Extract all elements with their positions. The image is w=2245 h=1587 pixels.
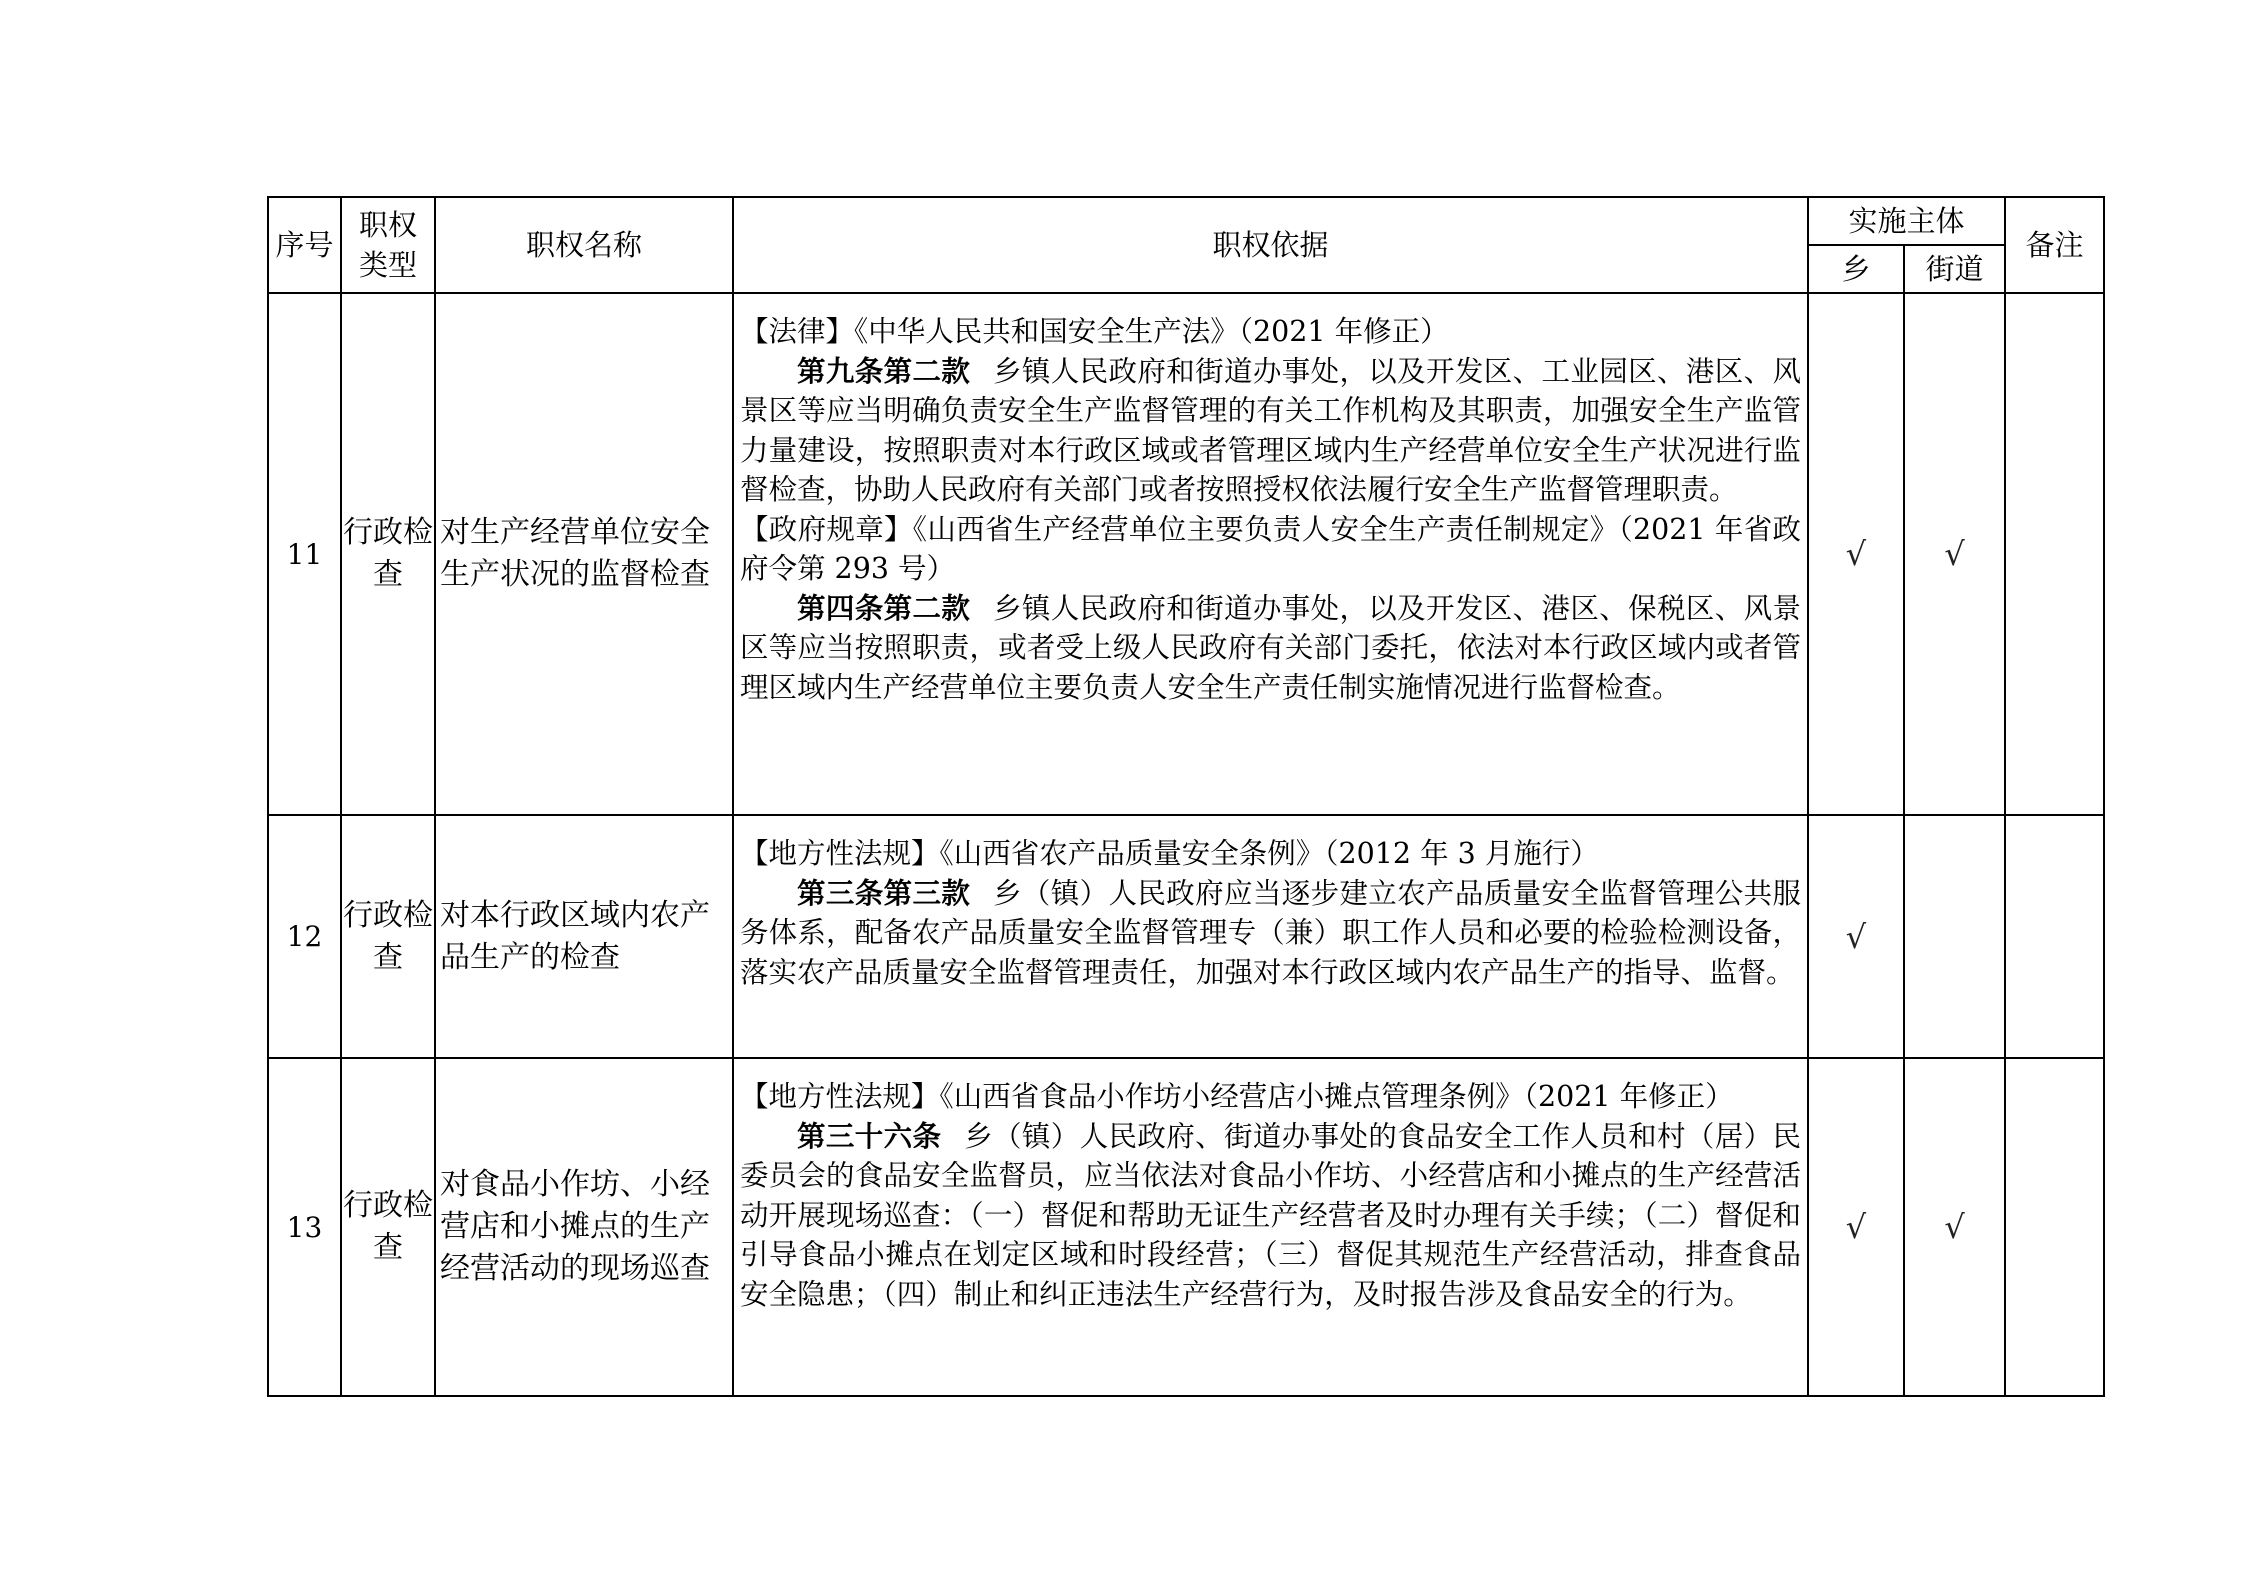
basis-paragraph [740,589,1801,708]
authority-basis [733,1058,1808,1396]
basis-source: 【地方性法规】《山西省农产品质量安全条例》（2012 年 3 月施行） [740,837,1599,870]
township-check: √ [1808,1058,1904,1396]
township-check: √ [1808,293,1904,815]
authority-table [267,196,2105,1397]
header-seq: 序号 [268,197,341,293]
street-check: √ [1904,1058,2005,1396]
table-row [268,815,2104,1058]
authority-type: 行政检查 [341,1058,435,1396]
authority-name: 对本行政区域内农产品生产的检查 [435,815,733,1058]
table-row [268,293,2104,815]
basis-text: 乡（镇）人民政府、街道办事处的食品安全工作人员和村（居）民委员会的食品安全监督员，应当依法对食品小作坊、小经营店和小摊点的生产经营活动开展现场巡查：（一）督促和帮助无证生产经营者及时办理有关手续；（二）督促和引导食品小摊点在划定区域和时段经营；（三）督促其规范生产经营活动，排查食品安全隐患；（四）制止和纠正违法生产经营行为，及时报告涉及食品安全的行为。 [740,1119,1801,1311]
row-number: 13 [268,1058,341,1396]
basis-paragraph [740,874,1801,993]
basis-source: 【地方性法规】《山西省食品小作坊小经营店小摊点管理条例》（2021 年修正） [740,1080,1734,1113]
basis-text: 乡镇人民政府和街道办事处，以及开发区、港区、保税区、风景区等应当按照职责，或者受上级人民政府有关部门委托，依法对本行政区域内或者管理区域内生产经营单位主要负责人安全生产责任制实施情况进行监督检查。 [740,591,1801,704]
header-street: 街道 [1904,245,2005,293]
basis-text: 乡（镇）人民政府应当逐步建立农产品质量安全监督管理公共服务体系，配备农产品质量安全监督管理专（兼）职工作人员和必要的检验检测设备，落实农产品质量安全监督管理责任，加强对本行政区域内农产品生产的指导、监督。 [740,876,1801,989]
basis-article: 第三条第三款 [797,875,971,910]
basis-source: 【法律】《中华人民共和国安全生产法》（2021 年修正） [740,315,1449,348]
authority-type: 行政检查 [341,293,435,815]
basis-source: 【政府规章】《山西省生产经营单位主要负责人安全生产责任制规定》（2021 年省政府令第 293 号） [740,512,1801,585]
basis-article: 第四条第二款 [797,590,971,625]
header-township: 乡 [1808,245,1904,293]
header-subject: 实施主体 [1808,197,2005,245]
header-basis: 职权依据 [733,197,1808,293]
street-check: √ [1904,293,2005,815]
header-name: 职权名称 [435,197,733,293]
row-number: 11 [268,293,341,815]
township-check: √ [1808,815,1904,1058]
basis-article: 第九条第二款 [797,353,971,388]
authority-basis [733,815,1808,1058]
street-check [1904,815,2005,1058]
header-remark: 备注 [2005,197,2104,293]
authority-name: 对生产经营单位安全生产状况的监督检查 [435,293,733,815]
authority-type: 行政检查 [341,815,435,1058]
basis-paragraph [740,352,1801,510]
remark-cell [2005,815,2104,1058]
remark-cell [2005,1058,2104,1396]
remark-cell [2005,293,2104,815]
authority-basis [733,293,1808,815]
header-type [341,197,435,293]
authority-name: 对食品小作坊、小经营店和小摊点的生产经营活动的现场巡查 [435,1058,733,1396]
basis-paragraph [740,1117,1801,1315]
basis-article: 第三十六条 [797,1118,942,1153]
header-type-label: 职权类型 [358,208,417,282]
row-number: 12 [268,815,341,1058]
table-row [268,1058,2104,1396]
basis-text: 乡镇人民政府和街道办事处，以及开发区、工业园区、港区、风景区等应当明确负责安全生产监督管理的有关工作机构及其职责，加强安全生产监管力量建设，按照职责对本行政区域或者管理区域内生产经营单位安全生产状况进行监督检查，协助人民政府有关部门或者按照授权依法履行安全生产监督管理职责。 [740,354,1801,506]
